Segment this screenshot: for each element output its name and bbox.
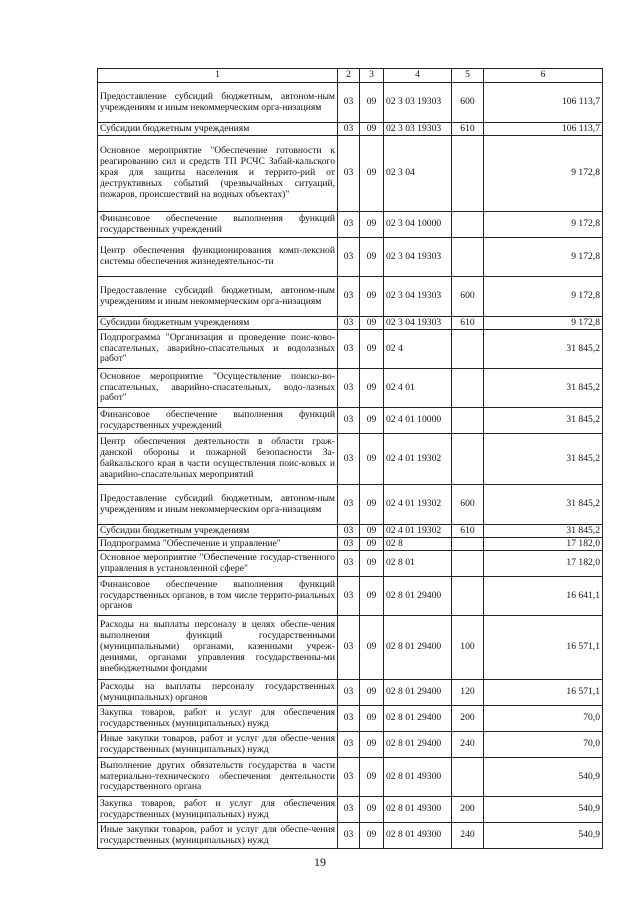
- row-subsection-cell: 09: [360, 823, 384, 849]
- row-section-cell: 03: [338, 408, 360, 434]
- table-row: [98, 797, 603, 823]
- row-target-article-cell: 02 8 01 29400: [384, 732, 452, 758]
- row-section-cell: 03: [338, 551, 360, 577]
- row-expense-type-cell: 600: [452, 83, 484, 123]
- row-amount-cell: 9 172,8: [484, 238, 603, 277]
- row-amount-cell: 31 845,2: [484, 525, 603, 538]
- row-amount-cell: 70,0: [484, 732, 603, 758]
- row-amount-cell: 9 172,8: [484, 212, 603, 238]
- row-subsection-cell: 09: [360, 369, 384, 408]
- row-amount-cell: 17 182,0: [484, 538, 603, 551]
- row-name-cell: Основное мероприятие "Обеспечение готовности к реагированию сил и средств ТП РСЧС Забай-кальского края для защиты населения и террито-рий от деструктивных событий (чрезвычайных ситуаций, пожаров, происшествий на водных объектах)": [98, 136, 338, 212]
- table-row: [98, 83, 603, 123]
- row-section-cell: 03: [338, 485, 360, 525]
- table-row: [98, 136, 603, 212]
- row-target-article-cell: 02 3 04 19303: [384, 238, 452, 277]
- row-target-article-cell: 02 3 03 19303: [384, 83, 452, 123]
- row-target-article-cell: 02 4 01 19302: [384, 434, 452, 485]
- row-amount-cell: 540,9: [484, 823, 603, 849]
- row-name-cell: Предоставление субсидий бюджетным, автоном-ным учреждениям и иным некоммерческим орга-низациям: [98, 485, 338, 525]
- table-row: [98, 706, 603, 732]
- row-amount-cell: 31 845,2: [484, 408, 603, 434]
- table-row: [98, 680, 603, 706]
- row-name-cell: Субсидии бюджетным учреждениям: [98, 123, 338, 136]
- row-name-cell: Закупка товаров, работ и услуг для обеспечения государственных (муниципальных) нужд: [98, 797, 338, 823]
- row-name-cell: Расходы на выплаты персоналу в целях обеспе-чения выполнения функций государственными (муниципальными) органами, казенными учреж-дениями, органами управления государственны-ми внебюджетными фондами: [98, 616, 338, 680]
- row-section-cell: 03: [338, 136, 360, 212]
- col-header-section: 2: [338, 69, 360, 83]
- col-header-subsection: 3: [360, 69, 384, 83]
- table-row: [98, 277, 603, 317]
- row-target-article-cell: 02 8 01 49300: [384, 797, 452, 823]
- table-row: [98, 212, 603, 238]
- table-row: [98, 434, 603, 485]
- table-row: [98, 408, 603, 434]
- table-row: [98, 485, 603, 525]
- row-section-cell: 03: [338, 212, 360, 238]
- row-name-cell: Финансовое обеспечение выполнения функций государственных учреждений: [98, 212, 338, 238]
- row-section-cell: 03: [338, 123, 360, 136]
- row-name-cell: Центр обеспечения функционирования комп-лексной системы обеспечения жизнедеятельнос-ти: [98, 238, 338, 277]
- row-expense-type-cell: 600: [452, 277, 484, 317]
- row-section-cell: 03: [338, 434, 360, 485]
- row-target-article-cell: 02 4 01: [384, 369, 452, 408]
- row-amount-cell: 31 845,2: [484, 485, 603, 525]
- row-amount-cell: 9 172,8: [484, 317, 603, 330]
- row-name-cell: Иные закупки товаров, работ и услуг для обеспе-чения государственных (муниципальных) нужд: [98, 823, 338, 849]
- row-target-article-cell: 02 8 01 29400: [384, 706, 452, 732]
- row-subsection-cell: 09: [360, 797, 384, 823]
- row-subsection-cell: 09: [360, 551, 384, 577]
- row-target-article-cell: 02 8 01 49300: [384, 758, 452, 797]
- row-amount-cell: 106 113,7: [484, 83, 603, 123]
- row-name-cell: Центр обеспечения деятельности в области граж-данской обороны и пожарной безопасности За-байкальского края в части осуществления поис-ковых и аварийно-спасательных мероприятий: [98, 434, 338, 485]
- row-name-cell: Финансовое обеспечение выполнения функций государственных органов, в том числе террито-риальных органов: [98, 577, 338, 616]
- row-name-cell: Субсидии бюджетным учреждениям: [98, 525, 338, 538]
- row-name-cell: Расходы на выплаты персоналу государственных (муниципальных) органов: [98, 680, 338, 706]
- table-row: [98, 577, 603, 616]
- table-row: [98, 238, 603, 277]
- row-subsection-cell: 09: [360, 732, 384, 758]
- row-amount-cell: 31 845,2: [484, 434, 603, 485]
- row-expense-type-cell: [452, 758, 484, 797]
- row-subsection-cell: 09: [360, 434, 384, 485]
- row-section-cell: 03: [338, 797, 360, 823]
- row-target-article-cell: 02 8 01 29400: [384, 577, 452, 616]
- row-amount-cell: 106 113,7: [484, 123, 603, 136]
- page-number: 19: [314, 855, 326, 869]
- table-row: [98, 525, 603, 538]
- row-target-article-cell: 02 4 01 19302: [384, 485, 452, 525]
- row-name-cell: Субсидии бюджетным учреждениям: [98, 317, 338, 330]
- row-name-cell: Выполнение других обязательств государства в части материально-технического обеспечения деятельности государственного органа: [98, 758, 338, 797]
- row-expense-type-cell: 200: [452, 706, 484, 732]
- row-subsection-cell: 09: [360, 317, 384, 330]
- row-target-article-cell: 02 4 01 19302: [384, 525, 452, 538]
- row-section-cell: 03: [338, 680, 360, 706]
- row-target-article-cell: 02 8 01 29400: [384, 680, 452, 706]
- row-subsection-cell: 09: [360, 277, 384, 317]
- row-subsection-cell: 09: [360, 485, 384, 525]
- row-expense-type-cell: 610: [452, 525, 484, 538]
- row-name-cell: Основное мероприятие "Обеспечение государ-ственного управления в установленной сфере": [98, 551, 338, 577]
- row-target-article-cell: 02 3 04 19303: [384, 317, 452, 330]
- table-row: [98, 551, 603, 577]
- row-section-cell: 03: [338, 616, 360, 680]
- row-subsection-cell: 09: [360, 238, 384, 277]
- row-subsection-cell: 09: [360, 330, 384, 369]
- row-amount-cell: 9 172,8: [484, 277, 603, 317]
- row-expense-type-cell: 610: [452, 317, 484, 330]
- row-target-article-cell: 02 8: [384, 538, 452, 551]
- row-amount-cell: 9 172,8: [484, 136, 603, 212]
- row-expense-type-cell: [452, 369, 484, 408]
- row-expense-type-cell: [452, 238, 484, 277]
- row-amount-cell: 70,0: [484, 706, 603, 732]
- row-target-article-cell: 02 3 04 19303: [384, 277, 452, 317]
- row-expense-type-cell: 200: [452, 797, 484, 823]
- row-section-cell: 03: [338, 317, 360, 330]
- row-amount-cell: 16 571,1: [484, 680, 603, 706]
- row-target-article-cell: 02 4: [384, 330, 452, 369]
- row-expense-type-cell: [452, 434, 484, 485]
- row-section-cell: 03: [338, 525, 360, 538]
- budget-table: [97, 68, 603, 849]
- row-name-cell: Закупка товаров, работ и услуг для обеспечения государственных (муниципальных) нужд: [98, 706, 338, 732]
- row-expense-type-cell: [452, 212, 484, 238]
- row-subsection-cell: 09: [360, 212, 384, 238]
- table-row: [98, 758, 603, 797]
- table-row: [98, 369, 603, 408]
- row-target-article-cell: 02 8 01 29400: [384, 616, 452, 680]
- row-subsection-cell: 09: [360, 758, 384, 797]
- row-name-cell: Основное мероприятие "Осуществление поиско-во-спасательных, аварийно-спасательных, водо-лазных работ": [98, 369, 338, 408]
- row-expense-type-cell: 600: [452, 485, 484, 525]
- row-subsection-cell: 09: [360, 538, 384, 551]
- row-expense-type-cell: 610: [452, 123, 484, 136]
- row-expense-type-cell: [452, 551, 484, 577]
- row-section-cell: 03: [338, 369, 360, 408]
- table-row: [98, 616, 603, 680]
- row-subsection-cell: 09: [360, 706, 384, 732]
- table-row: [98, 330, 603, 369]
- row-section-cell: 03: [338, 330, 360, 369]
- table-row: [98, 123, 603, 136]
- header-row: [98, 69, 603, 83]
- row-subsection-cell: 09: [360, 83, 384, 123]
- row-subsection-cell: 09: [360, 680, 384, 706]
- row-subsection-cell: 09: [360, 136, 384, 212]
- row-expense-type-cell: [452, 330, 484, 369]
- row-section-cell: 03: [338, 758, 360, 797]
- row-subsection-cell: 09: [360, 123, 384, 136]
- row-subsection-cell: 09: [360, 525, 384, 538]
- row-amount-cell: 540,9: [484, 758, 603, 797]
- row-name-cell: Подпрограмма "Организация и проведение поис-ково-спасательных, аварийно-спасательных и водолазных работ": [98, 330, 338, 369]
- row-amount-cell: 31 845,2: [484, 330, 603, 369]
- row-subsection-cell: 09: [360, 616, 384, 680]
- row-section-cell: 03: [338, 706, 360, 732]
- row-section-cell: 03: [338, 577, 360, 616]
- row-target-article-cell: 02 3 04 10000: [384, 212, 452, 238]
- row-expense-type-cell: [452, 408, 484, 434]
- row-subsection-cell: 09: [360, 408, 384, 434]
- table-row: [98, 317, 603, 330]
- row-name-cell: Финансовое обеспечение выполнения функций государственных учреждений: [98, 408, 338, 434]
- col-header-amount: 6: [484, 69, 603, 83]
- col-header-expense-type: 5: [452, 69, 484, 83]
- table-row: [98, 538, 603, 551]
- row-section-cell: 03: [338, 732, 360, 758]
- row-section-cell: 03: [338, 823, 360, 849]
- row-target-article-cell: 02 8 01 49300: [384, 823, 452, 849]
- row-expense-type-cell: [452, 538, 484, 551]
- row-amount-cell: 31 845,2: [484, 369, 603, 408]
- row-name-cell: Предоставление субсидий бюджетным, автоном-ным учреждениям и иным некоммерческим орга-низациям: [98, 83, 338, 123]
- row-amount-cell: 540,9: [484, 797, 603, 823]
- row-subsection-cell: 09: [360, 577, 384, 616]
- row-amount-cell: 16 641,1: [484, 577, 603, 616]
- row-amount-cell: 17 182,0: [484, 551, 603, 577]
- row-target-article-cell: 02 3 03 19303: [384, 123, 452, 136]
- row-amount-cell: 16 571,1: [484, 616, 603, 680]
- row-target-article-cell: 02 3 04: [384, 136, 452, 212]
- row-expense-type-cell: 100: [452, 616, 484, 680]
- row-section-cell: 03: [338, 277, 360, 317]
- row-name-cell: Предоставление субсидий бюджетным, автоном-ным учреждениям и иным некоммерческим орга-низациям: [98, 277, 338, 317]
- row-expense-type-cell: [452, 136, 484, 212]
- row-target-article-cell: 02 4 01 10000: [384, 408, 452, 434]
- row-expense-type-cell: [452, 577, 484, 616]
- table-body: [98, 83, 603, 849]
- row-section-cell: 03: [338, 238, 360, 277]
- row-name-cell: Иные закупки товаров, работ и услуг для обеспе-чения государственных (муниципальных) нужд: [98, 732, 338, 758]
- row-section-cell: 03: [338, 538, 360, 551]
- col-header-target-article: 4: [384, 69, 452, 83]
- col-header-name: 1: [98, 69, 338, 83]
- row-expense-type-cell: 240: [452, 732, 484, 758]
- row-section-cell: 03: [338, 83, 360, 123]
- row-target-article-cell: 02 8 01: [384, 551, 452, 577]
- row-expense-type-cell: 240: [452, 823, 484, 849]
- table-row: [98, 823, 603, 849]
- row-name-cell: Подпрограмма "Обеспечение и управление": [98, 538, 338, 551]
- table-row: [98, 732, 603, 758]
- row-expense-type-cell: 120: [452, 680, 484, 706]
